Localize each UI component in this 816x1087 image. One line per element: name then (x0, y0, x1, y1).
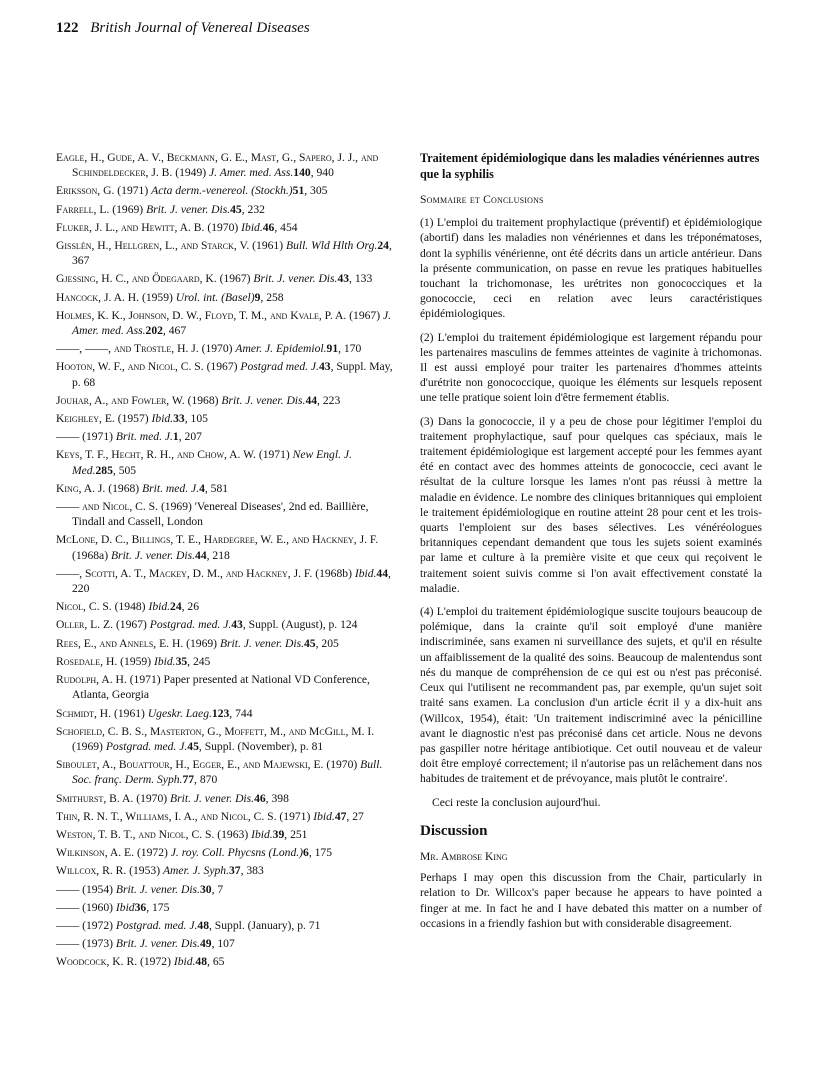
summary-paragraph: (1) L'emploi du traitement prophylactique (préventif) et épidémiologique (abortif) dans les maladies non vénériennes et dans les tréponématoses, dont la syphilis vénérienne, ont été décrits dans un article antérieur. Dans la présente communication, on passe en revue les pratiques habituelles touchant la trichomonase, les urétrites non gonococciques et la gonococcie, ceci en relation avec leurs caractéristiques épidémiologiques. (420, 216, 762, 321)
reference-item (56, 238, 396, 268)
french-summary-title: Traitement épidémiologique dans les maladies vénériennes autres que la syphilis (420, 151, 760, 181)
reference-volume: 123 (211, 706, 230, 720)
reference-source: Brit. J. vener. Dis. (115, 882, 200, 896)
reference-year: (1971) (258, 448, 290, 462)
reference-pages: , 454 (274, 220, 298, 234)
reference-authors: Schofield, C. B. S., Masterton, G., Moffett, M., and McGill, M. I. (56, 724, 375, 738)
reference-volume: 43 (337, 272, 350, 286)
reference-pages: , 367 (72, 239, 392, 268)
reference-year: (1972) (136, 846, 168, 860)
reference-pages: , 218 (206, 548, 230, 562)
reference-volume: 6 (303, 846, 309, 860)
reference-volume: 24 (170, 600, 182, 614)
reference-pages: , 27 (346, 809, 364, 823)
reference-source: Ibid. (354, 566, 377, 580)
reference-item (56, 447, 396, 477)
reference-item (56, 672, 396, 702)
reference-authors: Nicol, C. S. (56, 600, 112, 614)
reference-year: (1967) (115, 618, 147, 632)
reference-year: (1949) (175, 166, 207, 180)
reference-source: Brit. J. vener. Dis. (170, 791, 255, 805)
reference-volume: 44 (305, 393, 318, 407)
reference-authors: Gjessing, H. C., and Ödegaard, K. (56, 272, 217, 286)
reference-volume: 35 (175, 654, 188, 668)
reference-source: Postgrad med. J. (240, 360, 319, 374)
reference-year: (1969) 'Venereal Diseases', 2nd ed. Baillière, Tindall and Cassell, London (72, 500, 369, 529)
running-header (56, 20, 310, 37)
reference-year: (1967) (206, 360, 238, 374)
reference-volume: 51 (292, 184, 305, 198)
reference-authors: Rudolph, A. H. (56, 673, 127, 687)
reference-authors: —— (56, 900, 80, 914)
reference-pages: , 383 (240, 864, 264, 878)
reference-item (56, 429, 396, 444)
reference-pages: , 133 (349, 272, 373, 286)
reference-year: (1968b) (315, 566, 352, 580)
reference-volume: 37 (228, 864, 241, 878)
reference-volume: 45 (304, 636, 316, 650)
reference-pages: , 65 (207, 955, 225, 969)
reference-authors: —— (56, 918, 80, 932)
reference-authors: Fluker, J. L., and Hewitt, A. B. (56, 220, 205, 234)
reference-volume: 48 (197, 918, 209, 932)
reference-item (56, 411, 396, 426)
reference-list (56, 150, 396, 973)
reference-item (56, 150, 396, 180)
reference-volume: 9 (254, 290, 261, 304)
reference-year: (1954) (82, 882, 114, 896)
reference-authors: Woodcock, K. R. (56, 955, 138, 969)
reference-authors: Rosedale, H. (56, 654, 118, 668)
reference-item (56, 290, 396, 305)
reference-authors: Smithurst, B. A. (56, 791, 134, 805)
reference-authors: Farrell, L. (56, 202, 110, 216)
reference-authors: Keys, T. F., Hecht, R. H., and Chow, A. W. (56, 448, 256, 462)
reference-volume: 202 (145, 324, 163, 338)
reference-item (56, 654, 396, 669)
reference-volume: 36 (134, 900, 147, 914)
reference-volume: 285 (95, 463, 113, 477)
reference-item (56, 341, 396, 356)
reference-item (56, 724, 396, 754)
reference-year: (1969) (112, 202, 144, 216)
reference-pages: , 467 (162, 324, 187, 338)
reference-source: Brit. J. vener. Dis. (115, 937, 200, 951)
reference-pages: , 258 (260, 290, 284, 304)
reference-source: Brit. J. vener. Dis. (146, 202, 231, 216)
reference-year: (1967) (349, 308, 381, 322)
reference-source: Ibid. (148, 600, 171, 614)
reference-authors: McLone, D. C., Billings, T. E., Hardegree, W. E., and Hackney, J. F. (56, 533, 379, 547)
reference-source: Bull. Wld Hlth Org. (285, 239, 378, 253)
reference-pages: , Suppl. May, p. 68 (72, 360, 393, 389)
reference-year: (1970) (326, 758, 358, 772)
reference-volume: 45 (230, 202, 242, 216)
reference-source: Brit. J. vener. Dis. (219, 636, 304, 650)
reference-pages: , 223 (317, 393, 341, 407)
reference-item (56, 359, 396, 389)
reference-year: (1971) (117, 184, 149, 198)
reference-source: Postgrad. med. J. (105, 739, 188, 753)
reference-year: (1973) (82, 937, 114, 951)
reference-pages: , 7 (211, 882, 224, 896)
reference-source: Ugeskr. Laeg. (147, 706, 212, 720)
reference-item (56, 271, 396, 286)
summary-closing: Ceci reste la conclusion aujourd'hui. (432, 795, 601, 809)
reference-volume: 30 (199, 882, 212, 896)
reference-year: (1972) (140, 955, 171, 969)
reference-source: Brit. J. vener. Dis. (110, 548, 196, 562)
reference-authors: ——, Scotti, A. T., Mackey, D. M., and Hackney, J. F. (56, 566, 313, 580)
reference-year: (1953) (129, 864, 161, 878)
reference-volume: 49 (199, 937, 212, 951)
reference-item (56, 936, 396, 951)
reference-source: Amer. J. Syph. (162, 864, 229, 878)
reference-authors: Eriksson, G. (56, 184, 115, 198)
reference-year: (1970) (201, 342, 233, 356)
reference-item (56, 954, 396, 969)
reference-source: Bull. Soc. franç. Derm. Syph. (72, 758, 383, 787)
reference-authors: Thin, R. N. T., Williams, I. A., and Nicol, C. S. (56, 809, 277, 823)
summary-paragraph: (4) L'emploi du traitement épidémiologique suscite toujours beaucoup de polémique, dans la crainte qu'il soit employé d'une manière indiscriminée, sans examen ni surveillance des sujets, et qu'il en résulte un affaiblissement de la qualité des soins. Beaucoup de malentendus sont nés du manque de compréhension de ce qui est ou n'est pas préconisé. Ceux qui l'utilisent ne recommandent pas, par exemple, qu'un sujet soit traité sans examen. La conclusion d'un article écrit il y a dix-huit ans (Willcox, 1954), était: 'Un traitement indiscriminé avec la pénicilline avant le diagnostic n'est pas préconisé dans cet article. Nous ne devons pas gaspiller notre héritage antibiotique. Cet outil nouveau et de valeur doit être employé correctement; il n'autorise pas un relâchement dans nos habitudes de traitement et de prévoyance, mais plutôt le contraire'. (420, 605, 762, 786)
reference-pages: , Suppl. (January), p. 71 (208, 918, 321, 932)
right-column (420, 150, 762, 939)
reference-authors: King, A. J. (56, 481, 106, 495)
reference-volume: 77 (182, 773, 195, 787)
reference-item (56, 308, 396, 338)
page-number: 122 (56, 20, 79, 36)
reference-item (56, 863, 396, 878)
reference-item (56, 706, 396, 721)
summary-paragraph: (3) Dans la gonococcie, il y a peu de chose pour légitimer l'emploi du traitement prophylactique, sauf pour quelques cas spéciaux, mais le traitement épidémiologique est largement accepté pour les femmes ayant été en contact avec des hommes atteints de gonococcie, ceci avant le résultat de la culture lorsque les lames n'ont pas réussi à mettre la maladie en évidence. Le nombre des cliniques britanniques qui emploient le traitement épidémiologique en routine atteint 28 pour cent et les trois-quarts l'emploient sur des bases sélectives. Les vénéréologues britanniques cependant demandent que tous les sujets soient examinés par lame et culture à la première visite et que ceux qui reçoivent le traitement soient suivis comme si l'on avait effectivement constaté la maladie. (420, 414, 762, 595)
reference-pages: , 581 (204, 481, 229, 495)
reference-item (56, 809, 396, 824)
reference-source: J. roy. Coll. Phycsns (Lond.) (170, 846, 304, 860)
reference-authors: —— (56, 430, 80, 444)
reference-source: Postgrad. med. J. (149, 618, 232, 632)
reference-volume: 46 (262, 220, 275, 234)
reference-year: (1961) (113, 706, 145, 720)
reference-item (56, 481, 396, 496)
summary-subheading: Sommaire et Conclusions (420, 193, 544, 206)
reference-authors: —— (56, 882, 80, 896)
reference-pages: , 220 (72, 566, 391, 596)
reference-volume: 43 (318, 360, 331, 374)
reference-year: (1971) Paper presented at National VD Conference, Atlanta, Georgia (72, 673, 370, 702)
reference-year: (1972) (82, 918, 114, 932)
reference-pages: , 175 (308, 846, 332, 860)
reference-year: (1959) (141, 290, 173, 304)
reference-source: Acta derm.-venereol. (Stockh.) (151, 184, 293, 198)
reference-pages: , 26 (181, 600, 200, 614)
discussion-heading: Discussion (420, 822, 488, 839)
reference-pages: , 207 (178, 430, 202, 444)
reference-source: Ibid. (151, 412, 174, 426)
reference-year: (1969) (72, 739, 103, 753)
reference-volume: 44 (195, 548, 207, 562)
reference-authors: Jouhar, A., and Fowler, W. (56, 393, 185, 407)
reference-source: Ibid. (313, 809, 335, 823)
reference-volume: 1 (172, 430, 179, 444)
reference-authors: —— and Nicol, C. S. (56, 500, 159, 514)
reference-item (56, 499, 396, 529)
reference-pages: , 107 (211, 937, 235, 951)
reference-authors: Oller, L. Z. (56, 618, 114, 632)
reference-year: (1970) (207, 220, 239, 234)
reference-pages: , 305 (304, 184, 328, 198)
reference-year: (1968) (187, 393, 219, 407)
reference-volume: 140 (293, 166, 311, 180)
reference-item (56, 900, 396, 915)
reference-year: (1969) (186, 636, 218, 650)
reference-authors: Willcox, R. R. (56, 864, 127, 878)
reference-year: (1961) (252, 239, 284, 253)
reference-pages: , 232 (241, 202, 265, 216)
reference-source: J. Amer. med. Ass. (209, 166, 294, 180)
reference-source: Brit. med. J. (142, 481, 200, 495)
reference-year: (1959) (120, 654, 152, 668)
reference-volume: 43 (231, 618, 243, 632)
reference-year: (1967) (219, 272, 251, 286)
reference-pages: , 205 (315, 636, 339, 650)
reference-item (56, 757, 396, 787)
reference-authors: Holmes, K. K., Johnson, D. W., Floyd, T. M., and Kvale, P. A. (56, 308, 347, 322)
reference-source: J. Amer. med. Ass. (72, 308, 392, 338)
reference-item (56, 636, 396, 651)
reference-year: (1970) (136, 791, 168, 805)
reference-source: Ibid. (251, 827, 273, 841)
reference-authors: ——, ——, and Trostle, H. J. (56, 342, 199, 356)
reference-authors: Rees, E., and Annels, E. H. (56, 636, 184, 650)
reference-item (56, 202, 396, 217)
reference-item (56, 393, 396, 408)
reference-pages: , 251 (284, 827, 308, 841)
reference-pages: , 105 (184, 412, 208, 426)
reference-authors: Wilkinson, A. E. (56, 846, 135, 860)
reference-item (56, 918, 396, 933)
reference-volume: 46 (254, 791, 266, 805)
discussion-text: Perhaps I may open this discussion from the Chair, particularly in relation to Dr. Willcox's paper because he appears to have pointed a finger at me. In fact he and I have debated this matter on a number of occasions in a friendly fashion but with considerable disagreement. (420, 871, 762, 930)
journal-title: British Journal of Venereal Diseases (90, 20, 310, 36)
reference-source: Ibid (115, 900, 135, 914)
reference-year: (1968a) (72, 548, 109, 562)
reference-item (56, 183, 396, 198)
reference-authors: Eagle, H., Gude, A. V., Beckmann, G. E., Mast, G., Sapero, J. J., and Schindeldecker, J. B. (56, 151, 379, 180)
reference-year: (1957) (117, 412, 149, 426)
reference-source: Brit. med. J. (115, 430, 173, 444)
reference-volume: 24 (377, 239, 389, 253)
reference-item (56, 791, 396, 806)
reference-authors: Gisslén, H., Hellgren, L., and Starck, V. (56, 239, 250, 253)
reference-source: Amer. J. Epidemiol. (235, 342, 327, 356)
reference-volume: 33 (173, 412, 185, 426)
reference-item (56, 845, 396, 860)
reference-pages: , 744 (229, 706, 253, 720)
reference-authors: Hancock, J. A. H. (56, 290, 140, 304)
reference-volume: 39 (272, 827, 285, 841)
reference-year: (1971) (279, 809, 311, 823)
reference-volume: 4 (199, 481, 205, 495)
summary-paragraph: (2) L'emploi du traitement épidémiologique est largement répandu pour les partenaires masculins de femmes atteintes de vaginite à trichomonas. Il est aussi employé pour traiter les partenaires d'hommes atteints d'urétrite non gonococcique, quoique les éléments sur lesquels reposent une telle pratique soient loin d'être fermement établis. (420, 330, 762, 405)
reference-pages: , 170 (338, 342, 362, 356)
speaker-name: Mr. Ambrose King (420, 849, 508, 863)
reference-authors: Siboulet, A., Bouattour, H., Egger, E., and Majewski, E. (56, 758, 324, 772)
reference-source: Ibid. (153, 654, 176, 668)
reference-pages: , 870 (194, 773, 218, 787)
reference-authors: Weston, T. B. T., and Nicol, C. S. (56, 827, 215, 841)
reference-item (56, 566, 396, 596)
reference-item (56, 882, 396, 897)
reference-pages: , Suppl. (November), p. 81 (198, 739, 324, 753)
reference-volume: 91 (326, 342, 339, 356)
reference-item (56, 617, 396, 632)
reference-source: Urol. int. (Basel) (175, 290, 255, 304)
reference-pages: , Suppl. (August), p. 124 (242, 618, 358, 632)
reference-source: New Engl. J. Med. (72, 448, 352, 477)
reference-source: Brit. J. vener. Dis. (253, 272, 338, 286)
reference-year: (1968) (108, 481, 140, 495)
reference-authors: Schmidt, H. (56, 706, 112, 720)
reference-year: (1971) (82, 430, 114, 444)
reference-pages: , 940 (310, 166, 334, 180)
reference-volume: 47 (334, 809, 347, 823)
reference-item (56, 220, 396, 235)
reference-volume: 48 (195, 955, 208, 969)
reference-year: (1963) (217, 827, 249, 841)
reference-volume: 45 (187, 739, 199, 753)
reference-authors: Keighley, E. (56, 412, 115, 426)
reference-year: (1948) (114, 600, 146, 614)
reference-pages: , 175 (146, 900, 170, 914)
reference-pages: , 505 (112, 463, 137, 477)
reference-item (56, 827, 396, 842)
reference-source: Postgrad. med. J. (115, 918, 198, 932)
reference-year: (1960) (82, 900, 114, 914)
reference-item (56, 599, 396, 614)
reference-source: Ibid. (241, 220, 263, 234)
reference-source: Ibid. (173, 955, 196, 969)
reference-pages: , 398 (265, 791, 289, 805)
reference-source: Brit. J. vener. Dis. (221, 393, 306, 407)
reference-authors: —— (56, 937, 80, 951)
reference-authors: Hooton, W. F., and Nicol, C. S. (56, 360, 204, 374)
reference-volume: 44 (376, 566, 389, 580)
reference-pages: , 245 (187, 654, 211, 668)
reference-item (56, 532, 396, 562)
